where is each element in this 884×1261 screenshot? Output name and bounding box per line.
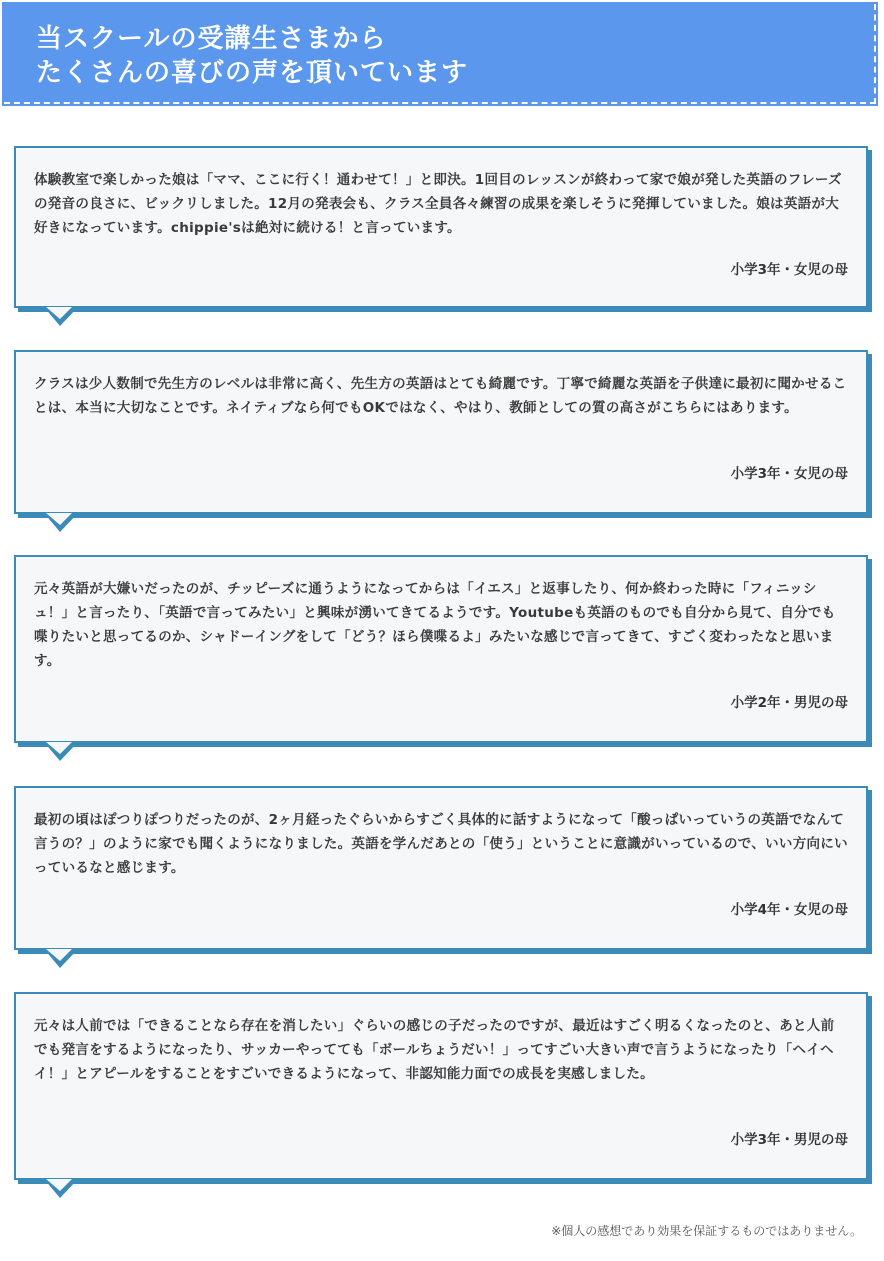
disclaimer-footnote: ※個人の感想であり効果を保証するものではありません。 — [551, 1224, 862, 1238]
testimonial-signature: 小学3年・男児の母 — [730, 1132, 848, 1148]
testimonial-card-5 — [14, 992, 868, 1180]
testimonial-card-2 — [14, 350, 868, 514]
testimonial-text: 元々は人前では「できることなら存在を消したい」ぐらいの感じの子だったのですが、最近はすごく明るくなったのと、あと人前でも発言をするようになったり、サッカーやってても「ボールちょうだい！」ってすごい大きい声で言うようになったり「ヘイヘイ！」とアピールをすることをすごいできるようになって、非認知能力面での成長を実感しました。 — [34, 1018, 835, 1082]
page-header — [4, 4, 876, 104]
header-title-line-2: たくさんの喜びの声を頂いています — [36, 58, 469, 88]
speech-bubble-tail — [44, 1179, 78, 1199]
testimonial-card-4 — [14, 786, 868, 950]
speech-bubble-tail — [44, 742, 78, 762]
header-title-line-1: 当スクールの受講生さまから — [36, 24, 387, 54]
testimonial-text: 元々英語が大嫌いだったのが、チッピーズに通うようになってからは「イエス」と返事したり、何か終わった時に「フィニッシュ！」と言ったり、「英語で言ってみたい」と興味が湧いてきてるようです。Youtubeも英語のものでも自分から見て、自分でも喋りたいと思ってるのか、シャドーイングをして「どう？ほら僕喋るよ」みたいな感じで言ってきて、すごく変わったなと思います。 — [34, 581, 836, 669]
speech-bubble-tail — [44, 307, 78, 327]
testimonial-signature: 小学2年・男児の母 — [730, 695, 848, 711]
testimonial-text: 最初の頃はぽつりぽつりだったのが、2ヶ月経ったぐらいからすごく具体的に話すようになって「酸っぱいっていうの英語でなんて言うの？」のように家でも聞くようになりました。英語を学んだあとの「使う」ということに意識がいっているので、いい方向にいっているなと感じます。 — [34, 812, 848, 876]
testimonial-card-3 — [14, 555, 868, 743]
testimonial-signature: 小学3年・女児の母 — [730, 262, 848, 278]
testimonial-signature: 小学4年・女児の母 — [730, 902, 848, 918]
testimonial-text: 体験教室で楽しかった娘は「ママ、ここに行く！通わせて！」と即決。1回目のレッスンが終わって家で娘が発した英語のフレーズの発音の良さに、ビックリしました。12月の発表会も、クラス全員各々練習の成果を楽しそうに発揮していました。娘は英語が大好きになっています。chippie'sは絶対に続ける！と言っています。 — [34, 172, 842, 236]
testimonial-text: クラスは少人数制で先生方のレベルは非常に高く、先生方の英語はとても綺麗です。丁寧で綺麗な英語を子供達に最初に聞かせることは、本当に大切なことです。ネイティブなら何でもOKではなく、やはり、教師としての質の高さがこちらにはあります。 — [34, 376, 847, 416]
speech-bubble-tail — [44, 949, 78, 969]
testimonial-card-1 — [14, 146, 868, 308]
speech-bubble-tail — [44, 513, 78, 533]
testimonial-signature: 小学3年・女児の母 — [730, 466, 848, 482]
